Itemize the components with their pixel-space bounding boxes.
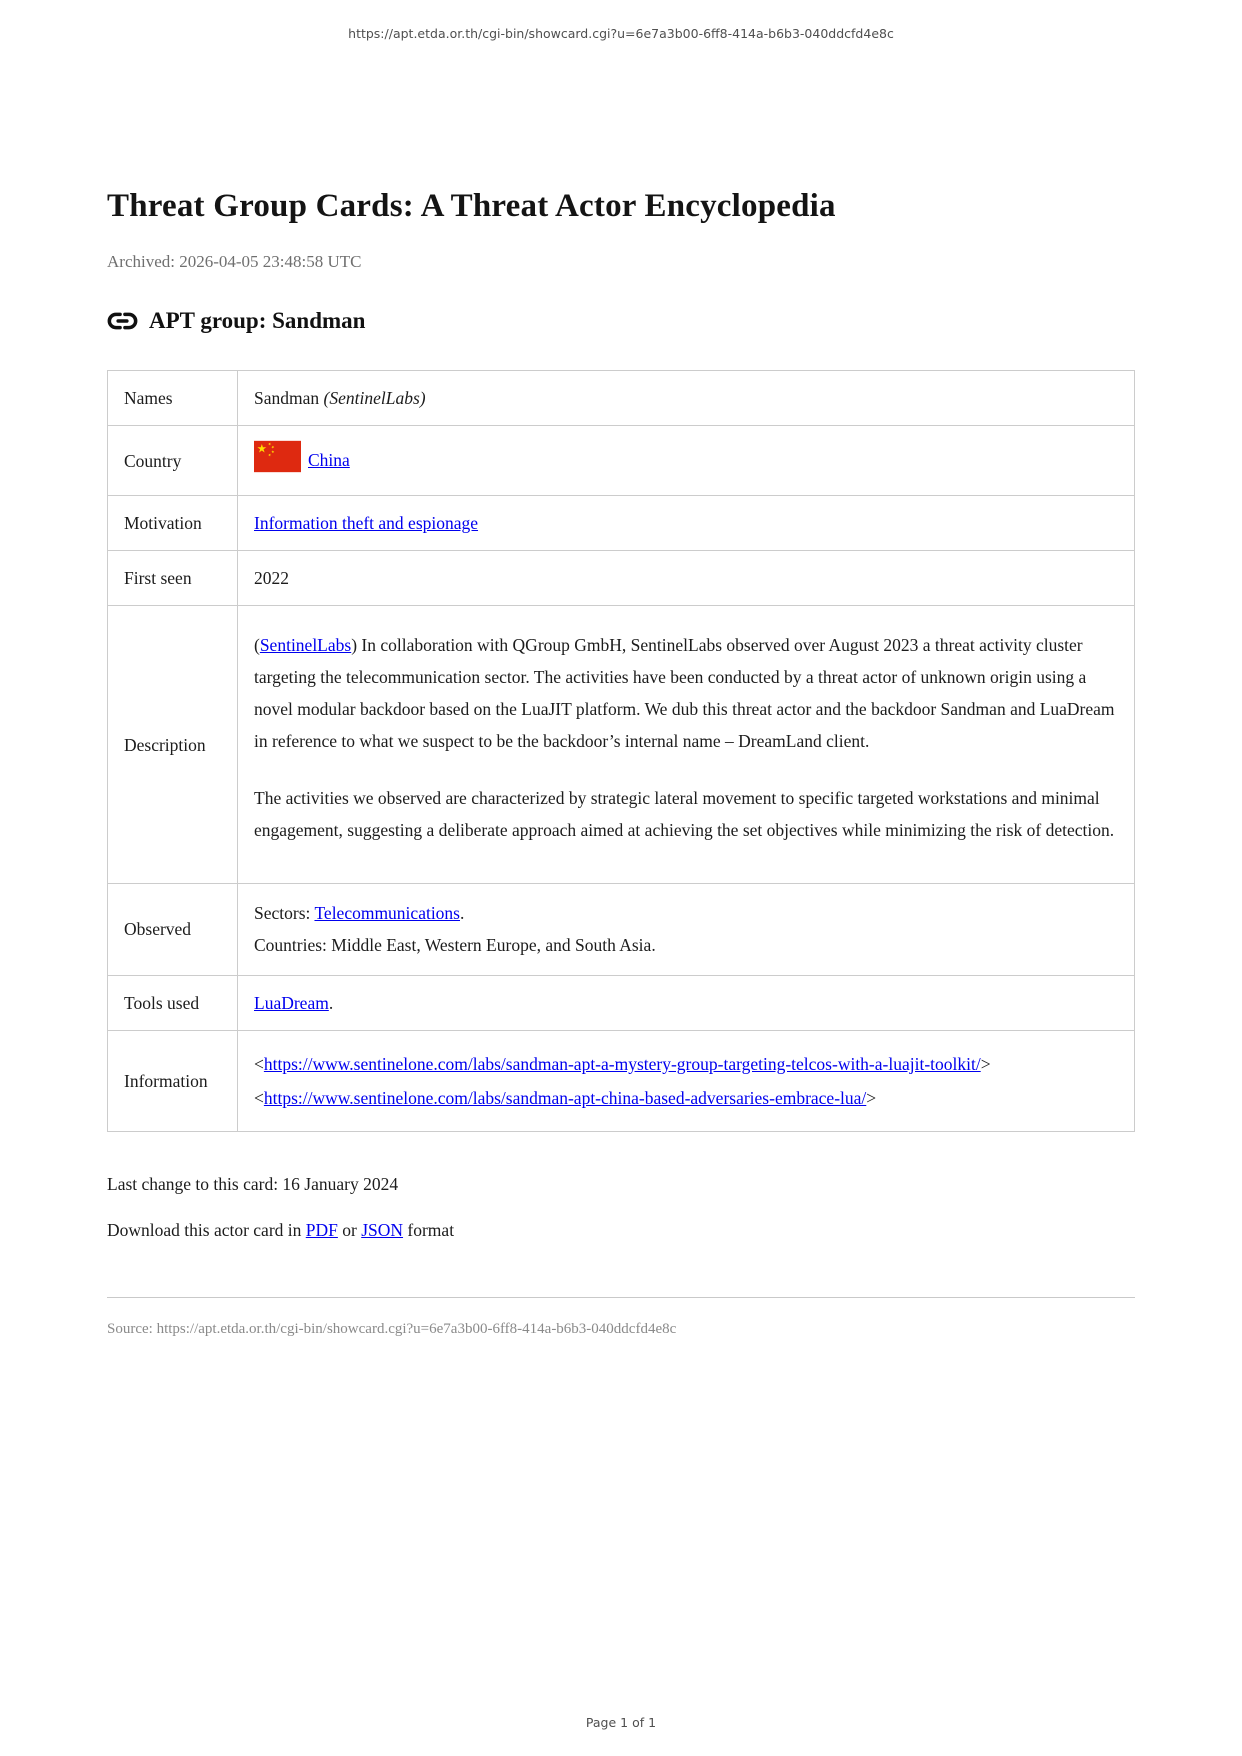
names-label: Names bbox=[108, 371, 238, 426]
source-line: Source: https://apt.etda.or.th/cgi-bin/showcard.cgi?u=6e7a3b00-6ff8-414a-b6b3-040ddcfd4e8c bbox=[107, 1320, 677, 1337]
download-json-link[interactable]: JSON bbox=[361, 1219, 404, 1240]
page-content bbox=[107, 0, 1135, 1338]
table-row-names bbox=[108, 371, 1135, 426]
observed-sectors-line: Sectors: Telecommunications. bbox=[254, 903, 465, 924]
print-footer-page-number: Page 1 of 1 bbox=[585, 1715, 657, 1730]
table-row-observed bbox=[108, 884, 1135, 976]
tools-used-value-cell: LuaDream. bbox=[238, 975, 1135, 1030]
information-label: Information bbox=[108, 1030, 238, 1131]
information-link-1[interactable]: https://www.sentinelone.com/labs/sandman-apt-a-mystery-group-targeting-telcos-with-a-luajit-toolkit/ bbox=[263, 1053, 981, 1074]
actor-card-table bbox=[107, 370, 1135, 1132]
description-paragraph-1: (SentinelLabs) In collaboration with QGroup GmbH, SentinelLabs observed over August 2023 a threat activity cluster targeting the telecommunication sector. The activities have been conducted by a threat actor of unknown origin using a novel modular backdoor based on the LuaJIT platform. We dub this threat actor and the backdoor Sandman and LuaDream in reference to what we suspect to be the backdoor’s internal name – DreamLand client. bbox=[254, 635, 1115, 751]
tools-used-label: Tools used bbox=[108, 975, 238, 1030]
motivation-link[interactable]: Information theft and espionage bbox=[254, 513, 479, 533]
print-header-url: https://apt.etda.or.th/cgi-bin/showcard.cgi?u=6e7a3b00-6ff8-414a-b6b3-040ddcfd4e8c bbox=[348, 26, 894, 41]
table-row-motivation bbox=[108, 496, 1135, 551]
names-source-note: (SentinelLabs) bbox=[323, 388, 426, 408]
archived-timestamp: Archived: 2026-04-05 23:48:58 UTC bbox=[107, 252, 362, 271]
observed-value-cell bbox=[238, 884, 1135, 976]
description-label: Description bbox=[108, 606, 238, 884]
country-label: Country bbox=[108, 426, 238, 496]
names-value: Sandman bbox=[254, 388, 324, 408]
observed-countries-line: Countries: Middle East, Western Europe, and South Asia. bbox=[254, 935, 656, 956]
country-value-cell bbox=[238, 426, 1135, 496]
motivation-value-cell bbox=[238, 496, 1135, 551]
link-icon[interactable] bbox=[107, 311, 138, 331]
luadream-link[interactable]: LuaDream bbox=[254, 992, 329, 1013]
telecommunications-link[interactable]: Telecommunications bbox=[314, 903, 460, 924]
information-link-2[interactable]: https://www.sentinelone.com/labs/sandman-apt-china-based-adversaries-embrace-lua/ bbox=[263, 1087, 867, 1108]
information-link-line-2: <https://www.sentinelone.com/labs/sandman-apt-china-based-adversaries-embrace-lua/> bbox=[254, 1087, 877, 1108]
table-row-information bbox=[108, 1030, 1135, 1131]
first-seen-value: 2022 bbox=[238, 551, 1135, 606]
group-heading bbox=[107, 308, 1135, 334]
download-pdf-link[interactable]: PDF bbox=[305, 1219, 338, 1240]
table-row-tools bbox=[108, 975, 1135, 1030]
table-row-first-seen bbox=[108, 551, 1135, 606]
motivation-label: Motivation bbox=[108, 496, 238, 551]
table-row-country bbox=[108, 426, 1135, 496]
group-heading-label: APT group: Sandman bbox=[149, 308, 366, 333]
sentinellabs-link[interactable]: SentinelLabs bbox=[259, 635, 352, 655]
country-link-label: China bbox=[308, 450, 350, 470]
names-value-cell bbox=[238, 371, 1135, 426]
download-line: Download this actor card in PDF or JSON format bbox=[107, 1219, 455, 1240]
page-title: Threat Group Cards: A Threat Actor Encyclopedia bbox=[107, 188, 836, 224]
first-seen-label: First seen bbox=[108, 551, 238, 606]
table-row-description bbox=[108, 606, 1135, 884]
information-value-cell bbox=[238, 1030, 1135, 1131]
footer-divider bbox=[107, 1297, 1135, 1298]
description-value-cell bbox=[238, 606, 1135, 884]
country-link[interactable] bbox=[254, 439, 350, 474]
observed-label: Observed bbox=[108, 884, 238, 976]
last-change-line: Last change to this card: 16 January 2024 bbox=[107, 1173, 399, 1194]
china-flag-icon bbox=[254, 439, 301, 474]
description-paragraph-2: The activities we observed are characterized by strategic lateral movement to specific targeted workstations and minimal engagement, suggesting a deliberate approach aimed at achieving the set objectives while minimizing the risk of detection. bbox=[254, 788, 1115, 841]
information-link-line-1: <https://www.sentinelone.com/labs/sandman-apt-a-mystery-group-targeting-telcos-with-a-luajit-toolkit/> bbox=[254, 1053, 991, 1074]
